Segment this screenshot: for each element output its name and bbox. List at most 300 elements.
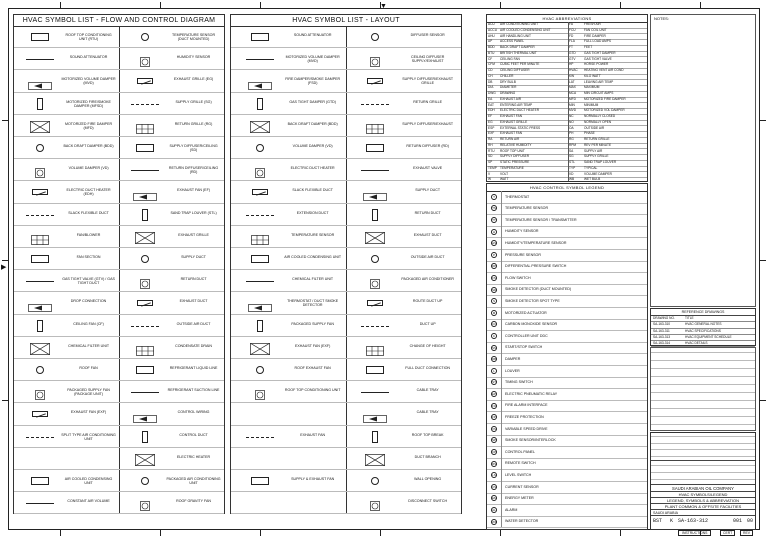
symbol-cell-left (14, 315, 119, 336)
symbol-row (14, 159, 224, 181)
abbreviation-meaning: BACK DRAFT DAMPER (500, 45, 535, 49)
symbol-cell-left (14, 26, 119, 47)
symbol-label: EXHAUST GRILLE (EG) (173, 77, 214, 82)
symbol-graphic (372, 431, 378, 443)
company-name: SAUDI ARABIAN OIL COMPANY (651, 485, 755, 492)
symbol-cell-left (14, 204, 119, 225)
abbreviation-code: GTV (569, 56, 576, 61)
control-legend-label: TEMPERATURE SENSOR (505, 206, 549, 211)
symbol-row (14, 315, 224, 337)
rule-line (651, 384, 755, 385)
abbreviation-meaning: PHASE (584, 131, 595, 136)
reference-drawings (650, 308, 756, 346)
symbol-graphic (246, 215, 274, 216)
symbol-graphic (367, 300, 383, 306)
control-legend-label: SMOKE SENSOR/INTERLOCK (505, 438, 556, 443)
symbol-cell-left (14, 403, 119, 424)
symbol-cell-left (14, 115, 119, 136)
instructions-label: INSTRUCTIONS (678, 530, 711, 536)
layout-panel (230, 14, 462, 514)
symbol-row (231, 492, 461, 514)
abbreviation-meaning: RELATIVE HUMIDITY (500, 142, 532, 147)
frame-tick (760, 260, 766, 261)
symbol-cell-left (231, 315, 346, 336)
reference-drawing-no: SA-163-314 (653, 341, 671, 346)
symbol-cell-right (346, 292, 461, 313)
control-tag-circle: EP (492, 391, 497, 396)
symbol-cell-right (119, 226, 224, 247)
abbreviation-code: SD (488, 154, 493, 159)
symbol-graphic (363, 410, 387, 418)
title-line-3: PLANT COMMON & OFFSITE FACILITIES (651, 504, 755, 510)
rule-line (651, 392, 755, 393)
symbol-graphic (28, 77, 52, 85)
legend-divider (501, 249, 502, 261)
symbol-label: ELECTRIC DUCT HEATER (290, 166, 335, 171)
symbol-cell-right (346, 426, 461, 447)
symbol-cell-left (14, 359, 119, 380)
symbol-label: RETURN DUCT (180, 277, 207, 282)
symbol-cell-right (119, 403, 224, 424)
symbol-graphic (35, 165, 45, 175)
symbol-row (231, 470, 461, 492)
symbol-graphic (140, 498, 150, 508)
symbol-graphic (141, 33, 149, 41)
abbreviation-meaning: KILO WATT (584, 73, 601, 78)
symbol-graphic (131, 170, 159, 171)
symbol-label: VOLUME DAMPER (VD) (68, 166, 109, 171)
symbol-graphic (255, 387, 265, 397)
symbol-label: SUPPLY & EXHAUST FAN (291, 477, 335, 482)
symbol-graphic (131, 392, 159, 393)
symbol-cell-right (119, 381, 224, 402)
symbol-label: CHEMICAL FILTER UNIT (68, 343, 110, 348)
abbreviation-meaning: FAN COIL UNIT (584, 27, 607, 32)
abbreviation-meaning: SUPPLY AIR (584, 148, 603, 153)
symbol-cell-left (231, 381, 346, 402)
abbreviation-code: MCA (569, 91, 577, 95)
control-legend-label: FREEZE PROTECTION (505, 414, 544, 419)
symbol-row (231, 115, 461, 137)
symbol-row (14, 137, 224, 159)
approval-area (651, 433, 755, 461)
symbol-cell-right (119, 315, 224, 336)
control-legend-label: WATER DETECTOR (505, 519, 539, 524)
abbreviation-code: DB (488, 79, 493, 84)
abbreviation-code: FT (569, 45, 573, 49)
symbol-graphic (136, 144, 154, 152)
abbreviation-meaning: OUTSIDE AIR (584, 125, 605, 130)
drawing-number: SA-163-312 (678, 518, 709, 524)
control-tag-circle: FP (492, 415, 496, 420)
symbol-cell-left (14, 270, 119, 291)
control-tag-circle: DB (492, 357, 497, 362)
legend-divider (501, 203, 502, 215)
abbreviation-code: FA (569, 22, 573, 26)
top-center-arrow: ▼ (380, 3, 387, 10)
symbol-label: TEMPERATURE SENSOR (291, 232, 335, 237)
reference-title-cell: HVAC SPECIFICATIONS (685, 328, 721, 333)
symbol-graphic (141, 477, 149, 485)
symbol-graphic (251, 255, 269, 263)
symbol-graphic (32, 189, 48, 195)
legend-divider (501, 377, 502, 389)
symbol-graphic (142, 431, 148, 443)
symbol-cell-right (119, 26, 224, 47)
symbol-label: ROUTE DUCT UP (412, 299, 443, 304)
symbol-label: ROOF GRAVITY FAN (176, 499, 211, 504)
symbol-graphic (370, 498, 380, 508)
control-legend-label: HUMIDITY/TEMPERATURE SENSOR (505, 240, 567, 245)
symbol-cell-left (14, 292, 119, 313)
control-legend-label: TEMPERATURE SENSOR / TRANSMITTER (505, 217, 577, 222)
symbol-graphic (246, 281, 274, 282)
abbreviation-meaning: STATIC PRESSURE (500, 160, 530, 164)
reference-title-cell: HVAC GENERAL NOTES (685, 322, 722, 327)
symbol-graphic (137, 78, 153, 84)
control-tag-circle: RS (492, 461, 497, 466)
abbreviation-code: SA (569, 148, 574, 153)
drawing-type: BST (653, 518, 663, 524)
control-legend-label: VARIABLE SPEED DRIVE (505, 426, 548, 431)
symbol-graphic (365, 231, 385, 243)
symbol-cell-left (231, 492, 346, 513)
control-tag-circle: L (491, 368, 497, 374)
symbol-cell-left (231, 448, 346, 469)
abbreviation-meaning: FIRE DAMPER (584, 33, 606, 38)
abbreviation-code: CF (488, 56, 493, 61)
abbreviation-meaning: EXHAUST AIR (500, 96, 522, 101)
symbol-label: DISCONNECT SWITCH (408, 499, 448, 504)
abbreviation-code: DIA (488, 85, 494, 90)
frame-tick (620, 2, 621, 8)
symbol-graphic (251, 477, 269, 485)
symbol-cell-right (346, 403, 461, 424)
frame-tick (2, 400, 8, 401)
rule-line (651, 352, 755, 353)
notes-title: NOTES: (654, 16, 669, 21)
symbol-cell-left (231, 403, 346, 424)
control-legend-row (487, 516, 647, 529)
abbreviation-code: TYP (569, 165, 576, 170)
symbol-label: ELECTRIC DUCT HEATER (EDH) (66, 188, 111, 197)
symbol-cell-right (346, 93, 461, 114)
control-legend-label: LEVEL SWITCH (505, 472, 532, 477)
control-legend-label: DIFFERENTIAL PRESSURE SWITCH (505, 264, 567, 269)
abbreviation-meaning: FRESH AIR (584, 22, 601, 26)
symbol-label: CABLE TRAY (416, 410, 439, 415)
abbreviation-meaning: SUPPLY DIFFUSER (500, 154, 530, 159)
abbreviation-meaning: EXHAUST FAN (500, 131, 523, 136)
symbol-row (231, 48, 461, 70)
symbol-cell-left (231, 115, 346, 136)
symbol-label: PACKAGED AIR CONDITIONING UNIT (166, 477, 221, 486)
control-tag-circle: FO (492, 403, 497, 408)
abbreviation-meaning: ELECTRIC DUCT HEATER (500, 108, 540, 113)
abbreviation-code: ESP (488, 125, 495, 130)
symbol-graphic (28, 299, 52, 307)
abbreviation-code: V (488, 171, 491, 176)
symbol-graphic (251, 232, 269, 242)
symbol-row (231, 292, 461, 314)
symbol-cell-left (14, 48, 119, 69)
control-legend-label: THERMOSTAT (505, 194, 530, 199)
abbreviation-meaning: WATT (500, 177, 509, 182)
symbol-label: SUPPLY DUCT (181, 255, 206, 260)
drawing-number-row (651, 516, 755, 527)
control-tag-circle: S (492, 299, 495, 304)
symbol-cell-left (231, 470, 346, 491)
symbol-label: AIR COOLED CONDENSING UNIT (64, 477, 113, 486)
legend-divider (501, 435, 502, 447)
symbol-label: DUCT UP (419, 321, 436, 326)
symbol-graphic (367, 78, 383, 84)
symbol-label: CHANGE OF HEIGHT (409, 343, 446, 348)
legend-divider (501, 458, 502, 470)
symbol-row (14, 226, 224, 248)
frame-tick (500, 2, 501, 8)
rev-label: REV (740, 530, 753, 536)
abbreviation-meaning: AIR CONDITIONING UNIT (500, 22, 539, 26)
rule-line (651, 400, 755, 401)
symbol-row (231, 315, 461, 337)
abbreviation-meaning: EXHAUST GRILLE (500, 119, 528, 124)
legend-divider (501, 284, 502, 296)
symbol-graphic (30, 120, 50, 132)
control-legend-label: FIRE ALARM INTERFACE (505, 403, 548, 408)
symbol-graphic (361, 104, 389, 105)
abbr-divider (568, 22, 569, 181)
symbol-row (14, 403, 224, 425)
symbol-row (14, 381, 224, 403)
symbol-cell-right (346, 315, 461, 336)
abbreviation-meaning: GAS TIGHT DAMPER (584, 50, 616, 55)
symbol-graphic (256, 144, 264, 152)
symbol-cell-right (119, 159, 224, 180)
symbol-cell-right (346, 248, 461, 269)
symbol-label: VOLUME DAMPER (VD) (292, 144, 333, 149)
symbol-cell-left (14, 226, 119, 247)
drawing-index: K (670, 518, 674, 524)
control-tag-circle: C (492, 333, 496, 338)
control-tag-circle: FS (492, 275, 496, 280)
control-tag-circle: P (492, 252, 495, 257)
flow-rows (14, 26, 224, 513)
control-tag-circle: TS (492, 206, 496, 211)
symbol-graphic (252, 189, 268, 195)
control-legend-label: ELECTRIC PNEUMATIC RELAY (505, 391, 558, 396)
symbol-label: EXTENSION DUCT (296, 210, 329, 215)
symbol-row (14, 248, 224, 270)
control-legend-label: CONTROLLER UNIT DDC (505, 333, 548, 338)
symbol-label: CHEMICAL FILTER UNIT (292, 277, 334, 282)
control-tag-circle: TT (492, 217, 496, 222)
symbol-cell-left (231, 137, 346, 158)
control-tag-circle: ST (492, 380, 496, 385)
symbol-row (14, 115, 224, 137)
frame-tick (2, 260, 8, 261)
abbreviation-code: RTU (488, 148, 495, 153)
abbreviation-code: BTU (488, 50, 495, 55)
rule-line (651, 479, 755, 480)
abbreviation-code: EF (488, 114, 493, 118)
abbreviation-meaning: WET BULB (584, 177, 601, 182)
abbreviation-code: LAT (569, 79, 575, 84)
symbol-graphic (257, 98, 263, 110)
symbol-graphic (136, 343, 154, 353)
symbol-graphic (142, 209, 148, 221)
control-tag-circle: M (492, 310, 496, 315)
abbreviation-meaning: MINIMUM (584, 102, 599, 107)
symbol-graphic (250, 120, 270, 132)
abbreviation-meaning: SUPPLY GRILLE (584, 154, 609, 159)
control-legend-label: LOUVER (505, 368, 520, 373)
frame-tick (60, 2, 61, 8)
rule-line (651, 408, 755, 409)
symbol-cell-left (231, 337, 346, 358)
abbreviation-meaning: NORMALLY CLOSED (584, 114, 616, 118)
symbol-label: EXHAUST GRILLE (178, 232, 209, 237)
symbol-graphic (133, 188, 157, 196)
symbol-label: CONTROL DUCT (179, 432, 208, 437)
symbol-label: SUPPLY DIFFUSER/CEILING (SD) (169, 144, 218, 153)
frame-tick (380, 530, 381, 536)
symbol-row (231, 403, 461, 425)
symbol-label: SUPPLY DIFFUSER/EXHAUST GRILLE (402, 77, 454, 86)
revision-block (650, 347, 756, 431)
rule-line (651, 456, 755, 457)
abbreviation-code: RG (569, 137, 574, 141)
legend-divider (501, 516, 502, 528)
reference-drawing-no: SA-163-313 (653, 334, 671, 339)
control-tag-circle: CS (492, 484, 497, 489)
rule-line (651, 360, 755, 361)
legend-divider (501, 226, 502, 238)
control-tag-circle: SS (492, 345, 497, 350)
control-tag-circle: CO (492, 322, 497, 327)
control-legend-label: CURRENT SENSOR (505, 484, 539, 489)
symbol-cell-right (119, 292, 224, 313)
abbreviation-code: DWG (488, 91, 496, 95)
control-legend-title: HVAC CONTROL SYMBOL LEGEND (487, 184, 647, 192)
symbol-cell-right (346, 70, 461, 91)
symbol-graphic (35, 387, 45, 397)
symbol-label: BACK DRAFT DAMPER (BDD) (287, 121, 338, 126)
symbol-cell-left (231, 226, 346, 247)
symbol-graphic (366, 366, 384, 374)
symbol-graphic (37, 98, 43, 110)
symbol-cell-left (14, 70, 119, 91)
symbol-cell-right (346, 337, 461, 358)
frame-tick (160, 2, 161, 8)
symbol-label: RETURN GRILLE (RG) (174, 121, 213, 126)
symbol-label: ROOF TOP CONDITIONING UNIT (284, 388, 341, 393)
control-legend-label: REMOTE SWITCH (505, 461, 536, 466)
legend-divider (501, 237, 502, 249)
symbol-cell-right (119, 204, 224, 225)
symbol-label: PACKAGED AIR CONDITIONER (401, 277, 454, 282)
symbol-row (14, 181, 224, 203)
control-legend-label: ENERGY METER (505, 496, 534, 501)
symbol-graphic (246, 437, 274, 438)
title-line-1: HVAC SYMBOLS/LEGEND (651, 492, 755, 498)
abbreviation-meaning: ROOF TOP UNIT (500, 148, 525, 153)
symbol-graphic (37, 320, 43, 332)
symbol-label: GAS TIGHT DAMPER (GTD) (289, 99, 336, 104)
control-legend-label: FLOW SWITCH (505, 275, 531, 280)
symbol-label: WALL OPENING (414, 477, 442, 482)
abbreviation-meaning: RETURN GRILLE (584, 137, 610, 141)
legend-divider (501, 446, 502, 458)
symbol-graphic (256, 366, 264, 374)
abbreviation-meaning: EXTERNAL STATIC PRESS (500, 125, 541, 130)
control-legend-label: MOTORIZED ACTUATOR (505, 310, 547, 315)
symbol-cell-right (346, 448, 461, 469)
frame-tick (760, 400, 766, 401)
symbol-cell-right (346, 159, 461, 180)
symbol-graphic (26, 281, 54, 282)
symbol-cell-right (346, 381, 461, 402)
symbol-row (231, 137, 461, 159)
control-tag-circle: VS (492, 426, 497, 431)
abbreviation-meaning: AIR COOLED CONDENSING UNIT (500, 27, 551, 32)
symbol-label: EXHAUST VALVE (413, 166, 443, 171)
abbreviation-code: VD (569, 171, 574, 176)
symbol-cell-right (119, 137, 224, 158)
symbol-label: SOUND ATTENUATOR (293, 33, 332, 38)
symbol-cell-right (119, 492, 224, 513)
symbol-graphic (370, 54, 380, 64)
symbol-label: FULL DUCT CONNECTION (405, 366, 451, 371)
symbol-label: MOTORIZED FIRE DAMPER (MFD) (65, 121, 113, 130)
symbol-cell-right (346, 48, 461, 69)
abbreviation-code: GTD (569, 50, 576, 55)
symbol-graphic (31, 255, 49, 263)
flow-control-panel (13, 14, 225, 514)
symbol-cell-left (14, 159, 119, 180)
legend-divider (501, 330, 502, 342)
notes-area (650, 14, 756, 307)
abbreviation-meaning: VOLUME DAMPER (584, 171, 612, 176)
symbol-cell-left (231, 48, 346, 69)
legend-divider (501, 342, 502, 354)
symbol-graphic (31, 33, 49, 41)
symbol-row (231, 226, 461, 248)
symbol-label: HUMIDITY SENSOR (176, 55, 211, 60)
symbol-graphic (366, 343, 384, 353)
symbol-cell-right (346, 470, 461, 491)
symbol-cell-left (14, 426, 119, 447)
abbreviation-code: EG (488, 119, 493, 124)
abbreviation-meaning: SAND TRAP LOUVER (584, 160, 617, 164)
symbol-label: SPLIT TYPE AIR CONDITIONING UNIT (61, 432, 116, 441)
rule-line (651, 472, 755, 473)
symbol-cell-left (231, 359, 346, 380)
symbol-cell-right (119, 337, 224, 358)
abbreviation-meaning: AIR HANDLING UNIT (500, 33, 531, 38)
symbol-row (231, 159, 461, 181)
symbol-row (231, 448, 461, 470)
symbol-graphic (32, 411, 48, 417)
reference-title: REFERENCE DRAWINGS (651, 309, 755, 316)
legend-divider (501, 295, 502, 307)
symbol-label: ROOF EXHAUST FAN (294, 366, 331, 371)
symbol-row (231, 337, 461, 359)
legend-divider (501, 307, 502, 319)
symbol-label: SUPPLY GRILLE (SG) (175, 99, 212, 104)
symbol-row (14, 492, 224, 514)
symbol-graphic (26, 215, 54, 216)
